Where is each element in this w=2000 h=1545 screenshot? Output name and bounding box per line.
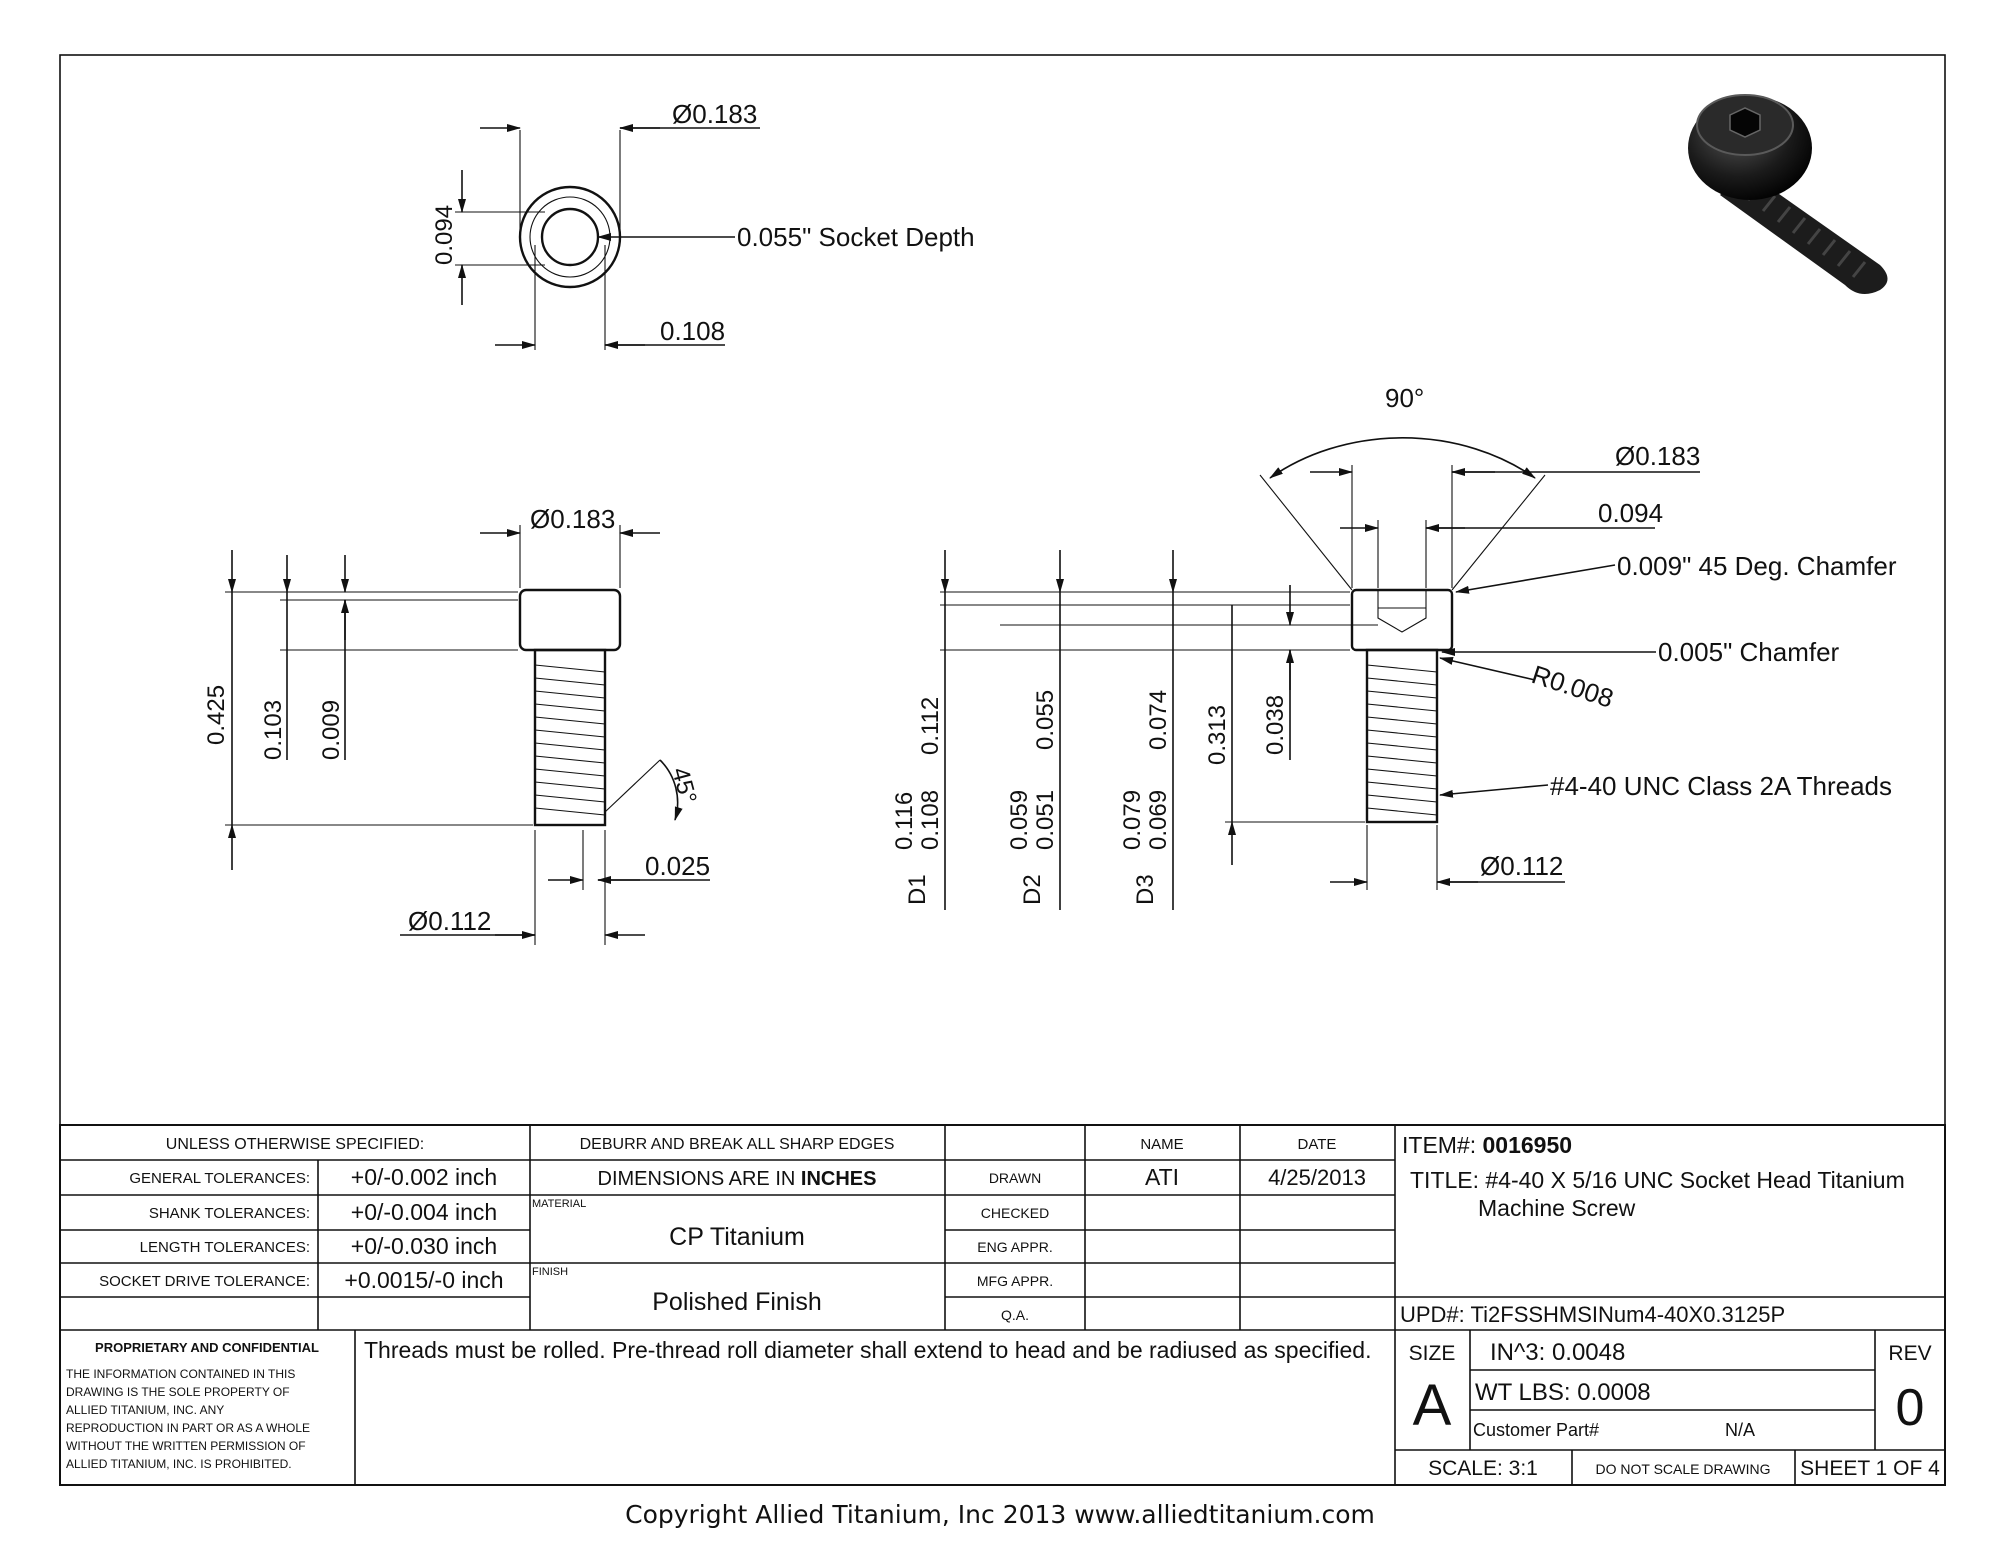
drawn-date-value: 4/25/2013 bbox=[1268, 1165, 1366, 1190]
d2-upper-label: 0.059 bbox=[1006, 789, 1033, 850]
size-label: SIZE bbox=[1408, 1342, 1456, 1365]
rev-label: REV bbox=[1888, 1342, 1932, 1365]
finish-value: Polished Finish bbox=[652, 1288, 822, 1316]
title-line-2: Machine Screw bbox=[1478, 1195, 1636, 1221]
sheet-label: SHEET 1 OF 4 bbox=[1800, 1457, 1940, 1480]
side-tip-label: 0.025 bbox=[645, 851, 711, 881]
socket-tolerance-label: SOCKET DRIVE TOLERANCE: bbox=[99, 1273, 310, 1290]
proprietary-line-3: ALLIED TITANIUM, INC. ANY bbox=[66, 1403, 225, 1417]
deburr-label: DEBURR AND BREAK ALL SHARP EDGES bbox=[579, 1136, 895, 1153]
proprietary-line-5: WITHOUT THE WRITTEN PERMISSION OF bbox=[66, 1439, 306, 1453]
length-tolerance-value: +0/-0.030 inch bbox=[350, 1233, 498, 1259]
side-dia-head-label: Ø0.183 bbox=[530, 504, 616, 534]
proprietary-line-2: DRAWING IS THE SOLE PROPERTY OF bbox=[66, 1385, 290, 1399]
side-head-height-label: 0.103 bbox=[260, 699, 287, 760]
proprietary-line-1: THE INFORMATION CONTAINED IN THIS bbox=[66, 1367, 296, 1381]
d1-upper-label: 0.116 bbox=[891, 791, 918, 850]
do-not-scale-label: DO NOT SCALE DRAWING bbox=[1595, 1461, 1771, 1477]
item-number: ITEM#: 0016950 bbox=[1402, 1132, 1573, 1158]
general-tolerance-value: +0/-0.002 inch bbox=[350, 1164, 498, 1190]
finish-label: FINISH bbox=[532, 1266, 569, 1278]
section-dia-shank-label: Ø0.112 bbox=[1480, 851, 1564, 881]
checked-label: CHECKED bbox=[980, 1205, 1050, 1221]
section-threads-label: #4-40 UNC Class 2A Threads bbox=[1550, 771, 1893, 801]
upd-number: UPD#: Ti2FSSHMSINum4-40X0.3125P bbox=[1400, 1302, 1786, 1327]
section-dia-head-label: Ø0.183 bbox=[1615, 441, 1701, 471]
side-view bbox=[203, 504, 710, 945]
section-dim-0112-label: 0.112 bbox=[917, 696, 944, 755]
top-dia-label: Ø0.183 bbox=[672, 99, 758, 129]
section-view bbox=[891, 383, 1897, 910]
customer-part-label: Customer Part# bbox=[1473, 1420, 1600, 1440]
material-value: CP Titanium bbox=[669, 1223, 805, 1251]
section-dim-0313-label: 0.313 bbox=[1204, 704, 1231, 765]
side-angle-label: 45° bbox=[666, 764, 702, 807]
side-length-label: 0.425 bbox=[203, 684, 230, 745]
weight-value: WT LBS: 0.0008 bbox=[1475, 1379, 1651, 1406]
section-chamfer-45-label: 0.009" 45 Deg. Chamfer bbox=[1617, 551, 1897, 581]
top-height-label: 0.094 bbox=[431, 204, 458, 265]
copyright-footer: Copyright Allied Titanium, Inc 2013 www.alliedtitanium.com bbox=[625, 1500, 1375, 1529]
shank-tolerance-value: +0/-0.004 inch bbox=[350, 1199, 498, 1225]
d1-lower-label: 0.108 bbox=[917, 789, 944, 850]
proprietary-line-6: ALLIED TITANIUM, INC. IS PROHIBITED. bbox=[66, 1457, 292, 1471]
size-value: A bbox=[1412, 1373, 1452, 1438]
screw-iso-image bbox=[1688, 95, 1888, 294]
section-dim-0038-label: 0.038 bbox=[1262, 694, 1289, 755]
general-tolerance-label: GENERAL TOLERANCES: bbox=[129, 1170, 310, 1187]
d3-lower-label: 0.069 bbox=[1145, 789, 1172, 850]
scale-label: SCALE: 3:1 bbox=[1428, 1457, 1538, 1480]
length-tolerance-label: LENGTH TOLERANCES: bbox=[139, 1239, 310, 1256]
d3-label: D3 bbox=[1132, 874, 1159, 905]
title-line-1: TITLE: #4-40 X 5/16 UNC Socket Head Titanium bbox=[1410, 1167, 1905, 1193]
threads-note: Threads must be rolled. Pre-thread roll diameter shall extend to head and be radiused as specified. bbox=[364, 1337, 1372, 1363]
shank-tolerance-label: SHANK TOLERANCES: bbox=[148, 1205, 310, 1222]
section-angle-label: 90° bbox=[1385, 383, 1425, 413]
d2-lower-label: 0.051 bbox=[1032, 789, 1059, 850]
socket-tolerance-value: +0.0015/-0 inch bbox=[344, 1267, 504, 1293]
proprietary-line-4: REPRODUCTION IN PART OR AS A WHOLE bbox=[66, 1421, 311, 1435]
mfg-appr-label: MFG APPR. bbox=[976, 1273, 1054, 1289]
section-radius-label: R0.008 bbox=[1528, 659, 1618, 714]
drawn-name-value: ATI bbox=[1144, 1164, 1180, 1190]
date-column-label: DATE bbox=[1297, 1136, 1337, 1153]
sheet-border bbox=[60, 55, 1945, 1485]
side-dia-shank-label: Ø0.112 bbox=[408, 906, 492, 936]
name-column-label: NAME bbox=[1140, 1136, 1184, 1153]
title-block bbox=[66, 1132, 1940, 1480]
material-label: MATERIAL bbox=[532, 1198, 587, 1210]
section-dim-0055-label: 0.055 bbox=[1032, 689, 1059, 750]
d2-label: D2 bbox=[1019, 874, 1046, 905]
dimensions-label: DIMENSIONS ARE IN INCHES bbox=[597, 1168, 877, 1190]
side-chamfer-label: 0.009 bbox=[318, 699, 345, 760]
rev-value: 0 bbox=[1895, 1379, 1925, 1437]
section-chamfer-label: 0.005" Chamfer bbox=[1658, 637, 1840, 667]
d1-label: D1 bbox=[904, 874, 931, 905]
unless-specified-label: UNLESS OTHERWISE SPECIFIED: bbox=[165, 1136, 425, 1153]
section-socket-width-label: 0.094 bbox=[1598, 498, 1664, 528]
volume-value: IN^3: 0.0048 bbox=[1490, 1339, 1626, 1366]
section-dim-0074-label: 0.074 bbox=[1145, 689, 1172, 750]
top-socket-depth-label: 0.055" Socket Depth bbox=[737, 222, 975, 252]
d3-upper-label: 0.079 bbox=[1119, 789, 1146, 850]
eng-appr-label: ENG APPR. bbox=[977, 1239, 1053, 1255]
customer-part-value: N/A bbox=[1725, 1420, 1756, 1440]
top-width-label: 0.108 bbox=[660, 316, 726, 346]
qa-label: Q.A. bbox=[1000, 1307, 1030, 1323]
top-view bbox=[431, 99, 975, 350]
drawn-label: DRAWN bbox=[988, 1170, 1042, 1186]
proprietary-title: PROPRIETARY AND CONFIDENTIAL bbox=[95, 1340, 319, 1355]
